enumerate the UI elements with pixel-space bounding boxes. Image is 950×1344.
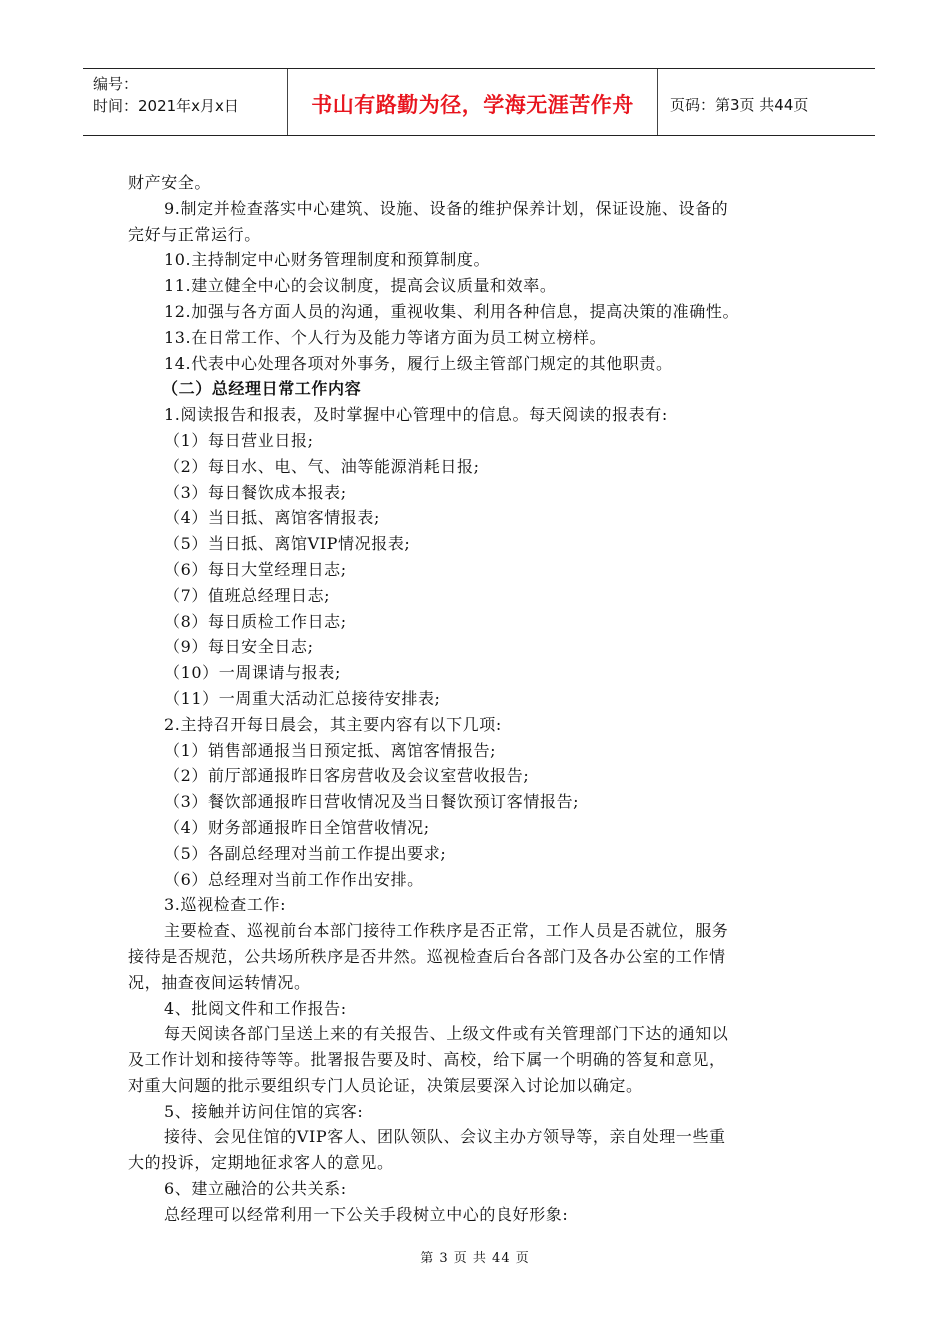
list-item-10: 10.主持制定中心财务管理制度和预算制度。 xyxy=(164,250,491,270)
paragraph-line: 对重大问题的批示要组织专门人员论证，决策层要深入讨论加以确定。 xyxy=(128,1075,643,1095)
sub-item: （2）每日水、电、气、油等能源消耗日报; xyxy=(164,456,480,476)
sub-item: （6）总经理对当前工作作出安排。 xyxy=(164,869,424,889)
page-footer: 第 3 页 共 44 页 xyxy=(420,1251,530,1266)
sub-item: （5）当日抵、离馆VIP情况报表; xyxy=(164,534,411,554)
sub-item: （4）当日抵、离馆客情报表; xyxy=(164,508,380,528)
list-item-11: 11.建立健全中心的会议制度，提高会议质量和效率。 xyxy=(164,276,557,296)
list-item-5: 5、接触并访问住馆的宾客: xyxy=(164,1101,364,1121)
motto-text: 书山有路勤为径，学海无涯苦作舟 xyxy=(311,93,634,117)
paragraph-line: 及工作计划和接待等等。批署报告要及时、高校，给下属一个明确的答复和意见， xyxy=(128,1050,726,1070)
page-header xyxy=(83,68,875,136)
list-item-13: 13.在日常工作、个人行为及能力等诸方面为员工树立榜样。 xyxy=(164,327,607,347)
list-item-12: 12.加强与各方面人员的沟通，重视收集、利用各种信息，提高决策的准确性。 xyxy=(164,301,740,321)
sub-item: （4）财务部通报昨日全馆营收情况; xyxy=(164,817,430,837)
paragraph-line: 接待、会见住馆的VIP客人、团队领队、会议主办方领导等，亲自处理一些重 xyxy=(164,1127,726,1147)
paragraph-line: 财产安全。 xyxy=(128,173,212,192)
header-motto-cell xyxy=(288,69,658,135)
list-item-4: 4、批阅文件和工作报告: xyxy=(164,998,347,1018)
sub-item: （7）值班总经理日志; xyxy=(164,585,331,605)
sub-item: （2）前厅部通报昨日客房营收及会议室营收报告; xyxy=(164,766,530,786)
sub-item: （1）每日营业日报; xyxy=(164,430,314,450)
list-item-1: 1.阅读报告和报表，及时掌握中心管理中的信息。每天阅读的报表有: xyxy=(164,405,668,425)
header-page-cell xyxy=(658,69,875,135)
sub-item: （8）每日质检工作日志; xyxy=(164,611,347,631)
sub-item: （6）每日大堂经理日志; xyxy=(164,559,347,579)
paragraph-line: 总经理可以经常利用一下公关手段树立中心的良好形象: xyxy=(164,1204,569,1224)
sub-item: （5）各副总经理对当前工作提出要求; xyxy=(164,843,447,863)
paragraph-line: 每天阅读各部门呈送上来的有关报告、上级文件或有关管理部门下达的通知以 xyxy=(164,1024,729,1044)
list-item-6: 6、建立融洽的公共关系: xyxy=(164,1179,347,1199)
document-date: 时间：2021年x月x日 xyxy=(93,97,239,115)
section-heading: （二）总经理日常工作内容 xyxy=(162,379,362,399)
sub-item: （1）销售部通报当日预定抵、离馆客情报告; xyxy=(164,740,497,760)
paragraph-line: 完好与正常运行。 xyxy=(128,224,261,244)
list-item-3: 3.巡视检查工作: xyxy=(164,895,287,915)
paragraph-line: 况，抽查夜间运转情况。 xyxy=(128,972,311,992)
header-meta xyxy=(83,69,288,135)
sub-item: （3）餐饮部通报昨日营收情况及当日餐饮预订客情报告; xyxy=(164,792,580,812)
paragraph-line: 大的投诉，定期地征求客人的意见。 xyxy=(128,1153,394,1173)
sub-item: （10）一周课请与报表; xyxy=(164,663,341,683)
sub-item: （11）一周重大活动汇总接待安排表; xyxy=(164,688,441,708)
page-number-label: 页码：第3页 共44页 xyxy=(670,95,809,114)
sub-item: （3）每日餐饮成本报表; xyxy=(164,482,347,502)
document-body xyxy=(128,170,840,1228)
list-item-14: 14.代表中心处理各项对外事务，履行上级主管部门规定的其他职责。 xyxy=(164,353,673,373)
document-number: 编号： xyxy=(93,75,139,93)
paragraph-line: 主要检查、巡视前台本部门接待工作秩序是否正常，工作人员是否就位，服务 xyxy=(164,921,729,941)
paragraph-line: 接待是否规范，公共场所秩序是否井然。巡视检查后台各部门及各办公室的工作情 xyxy=(128,946,726,966)
list-item-9: 9.制定并检查落实中心建筑、设施、设备的维护保养计划，保证设施、设备的 xyxy=(164,198,729,218)
sub-item: （9）每日安全日志; xyxy=(164,637,314,657)
list-item-2: 2.主持召开每日晨会，其主要内容有以下几项: xyxy=(164,714,502,734)
